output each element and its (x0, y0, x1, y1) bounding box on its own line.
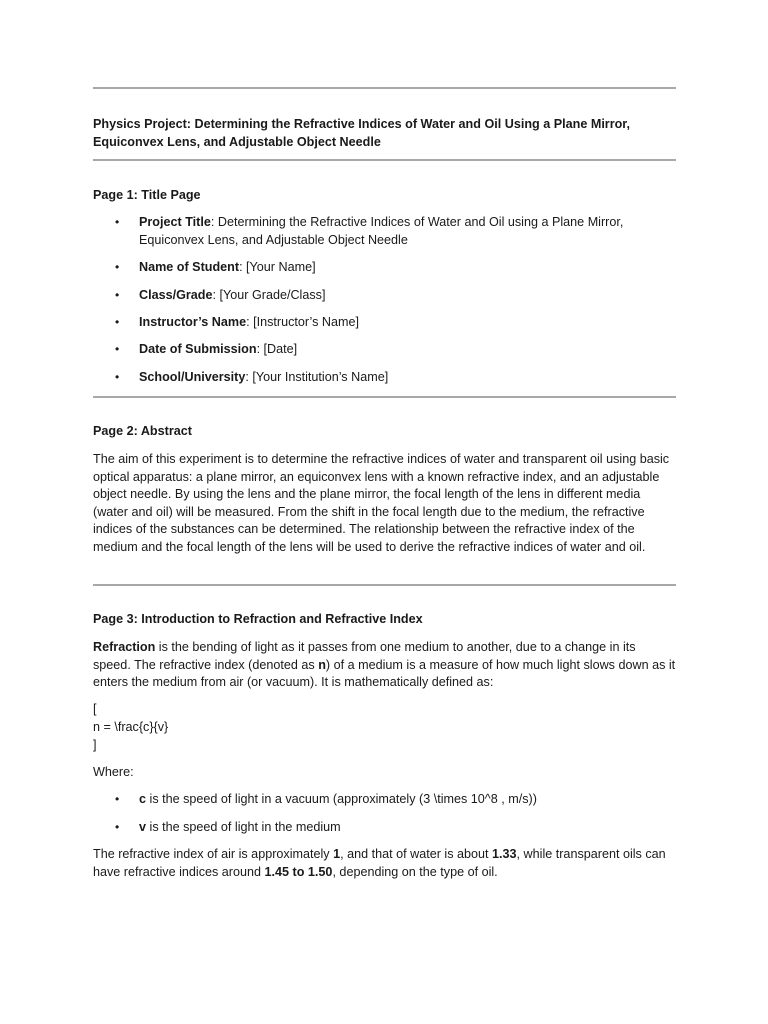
item-value: : Determining the Refractive Indices of Water and Oil using a Plane Mirror, Equiconvex Lens, and Adjustable Object Needle (139, 215, 624, 247)
section-heading-abstract: Page 2: Abstract (93, 424, 192, 438)
n-symbol: n (318, 657, 326, 672)
refraction-term: Refraction (93, 640, 156, 654)
bullet-icon: • (115, 315, 120, 329)
bullet-icon: • (115, 288, 120, 302)
item-value: : [Instructor’s Name] (246, 315, 359, 329)
document-title: Physics Project: Determining the Refractive Indices of Water and Oil Using a Plane Mirror, Equiconvex Lens, and Adjustable Object Needle (93, 117, 631, 149)
item-label: Project Title (139, 215, 211, 229)
formula-open-bracket: [ (93, 702, 97, 716)
item-value: : [Date] (256, 342, 298, 356)
horizontal-rule (93, 584, 676, 586)
horizontal-rule (93, 396, 676, 398)
item-label: Date of Submission (139, 342, 257, 356)
bullet-icon: • (115, 260, 120, 274)
item-value: : [Your Name] (239, 260, 316, 274)
bullet-icon: • (115, 215, 120, 229)
section-heading-title-page: Page 1: Title Page (93, 188, 201, 202)
item-label: Name of Student (139, 260, 240, 274)
closing-paragraph: The refractive index of air is approximately 1, and that of water is about 1.33, while transparent oils can have refractive indices around 1.45 to 1.50, depending on the type of oil. (93, 847, 666, 879)
definition-text: is the speed of light in the medium (146, 820, 341, 834)
item-value: : [Your Institution’s Name] (245, 370, 389, 384)
formula-close-bracket: ] (93, 738, 97, 752)
abstract-paragraph: The aim of this experiment is to determine the refractive indices of water and transparent oil using basic optical apparatus: a plane mirror, an equiconvex lens with a known refractive index, and an adjustable object needle. By using the lens and the plane mirror, the focal length of the lens in different media (water and oil) will be measured. From the shift in the focal length due to the medium, the refractive indices of the substances can be determined. The relationship between the refractive index of the medium and the focal length of the lens will be used to derive the refractive indices of water and oil. (93, 452, 670, 554)
definition-text: is the speed of light in a vacuum (approximately (3 \times 10^8 , m/s)) (146, 792, 537, 806)
item-label: Instructor’s Name (139, 315, 247, 329)
section-heading-introduction: Page 3: Introduction to Refraction and Refractive Index (93, 612, 423, 626)
bullet-icon: • (115, 792, 120, 806)
formula-expression: n = \frac{c}{v} (93, 720, 169, 734)
bullet-icon: • (115, 370, 120, 384)
item-label: Class/Grade (139, 288, 213, 302)
item-value: : [Your Grade/Class] (212, 288, 326, 302)
item-label: School/University (139, 370, 246, 384)
bullet-icon: • (115, 820, 120, 834)
horizontal-rule (93, 159, 676, 161)
bullet-icon: • (115, 342, 120, 356)
intro-paragraph: Refraction is the bending of light as it passes from one medium to another, due to a change in its speed. The refractive index (denoted as n) of a medium is a measure of how much light slows down as it enters the medium from air (or vacuum). It is mathematically defined as: (93, 640, 676, 690)
definition-term: v (139, 820, 147, 834)
definition-term: c (139, 792, 147, 806)
horizontal-rule (93, 87, 676, 89)
where-label: Where: (93, 765, 134, 779)
